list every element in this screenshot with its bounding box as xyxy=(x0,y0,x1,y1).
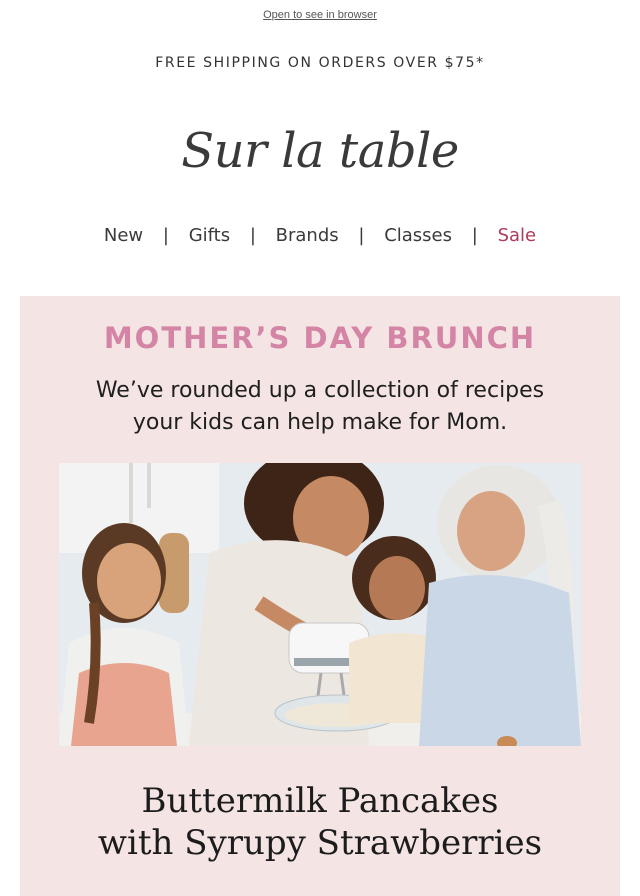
hero-section xyxy=(20,296,620,896)
hero-photo[interactable] xyxy=(59,463,581,746)
recipe-title-line-2: with Syrupy Strawberries xyxy=(97,823,543,863)
recipe-title[interactable] xyxy=(20,780,620,864)
nav-item-brands[interactable]: Brands xyxy=(275,225,339,246)
free-shipping-banner: FREE SHIPPING ON ORDERS OVER $75* xyxy=(155,55,485,71)
recipe-title-line-1: Buttermilk Pancakes xyxy=(141,781,499,821)
logo-text: Sur la table xyxy=(181,123,459,179)
nav-separator: | xyxy=(249,225,256,246)
top-bar xyxy=(0,0,640,31)
nav-item-gifts[interactable]: Gifts xyxy=(188,225,231,246)
open-in-browser-link[interactable]: Open to see in browser xyxy=(263,9,377,21)
nav-separator: | xyxy=(162,225,169,246)
hero-subtitle: We’ve rounded up a collection of recipes your kids can help make for Mom. xyxy=(95,378,545,435)
hero-title: MOTHER’S DAY BRUNCH xyxy=(103,321,537,355)
nav-item-classes[interactable]: Classes xyxy=(384,225,453,246)
main-nav xyxy=(0,225,640,246)
family-baking-photo xyxy=(59,463,581,746)
nav-separator: | xyxy=(358,225,365,246)
logo[interactable] xyxy=(0,123,640,193)
nav-item-new[interactable]: New xyxy=(103,225,144,246)
nav-item-sale[interactable]: Sale xyxy=(497,225,537,246)
nav-separator: | xyxy=(471,225,478,246)
